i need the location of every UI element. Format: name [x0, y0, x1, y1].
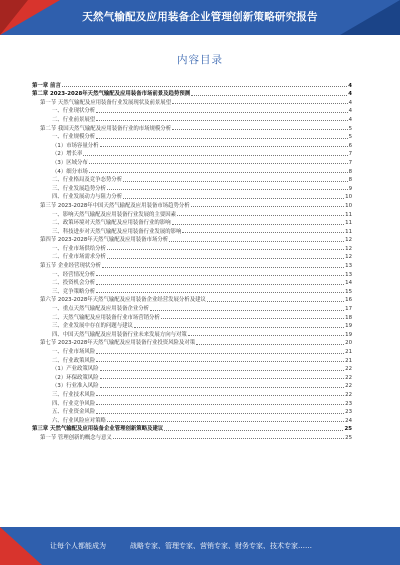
toc-section-entry[interactable] [32, 295, 352, 304]
toc-leader-dots [96, 353, 344, 354]
toc-leader-dots [191, 206, 344, 207]
toc-page-number: 11 [345, 228, 352, 235]
footer-slogan: 让每个人都能成为 [50, 542, 106, 550]
toc-leader-dots [96, 275, 344, 276]
toc-entry-label: 一、经营情况分析 [52, 271, 96, 278]
toc-subsection-entry[interactable] [32, 407, 352, 416]
toc-entry-label: 三、企业发展中存在的问题与建议 [52, 323, 133, 330]
toc-subsection-entry[interactable] [32, 132, 352, 141]
toc-section-entry[interactable] [32, 97, 352, 106]
toc-page-number: 18 [345, 314, 352, 321]
toc-subsection-entry[interactable] [32, 209, 352, 218]
toc-page-number: 5 [348, 134, 352, 141]
toc-leader-dots [150, 310, 344, 311]
toc-section-entry[interactable] [32, 260, 352, 269]
toc-leader-dots [96, 112, 347, 113]
toc-page-number: 10 [345, 194, 352, 201]
toc-leader-dots [96, 395, 344, 396]
table-of-contents [32, 80, 352, 441]
toc-subsection-entry[interactable] [32, 312, 352, 321]
toc-subsection-entry[interactable] [32, 106, 352, 115]
toc-page-number: 4 [348, 99, 352, 106]
toc-leader-dots [164, 430, 343, 431]
toc-subsection-entry[interactable] [32, 415, 352, 424]
toc-page-number: 7 [348, 151, 352, 158]
toc-entry-label: 第三节 2023-2028年中国天然气输配及应用装备市场趋势分析 [40, 202, 190, 209]
toc-leader-dots [123, 181, 347, 182]
toc-subsection-entry[interactable] [32, 321, 352, 330]
toc-subsection-entry[interactable] [32, 114, 352, 123]
toc-leader-dots [182, 232, 344, 233]
toc-entry-label: 三、竞争策略分析 [52, 288, 96, 295]
toc-entry-label: （3）行业准入风险 [52, 383, 99, 390]
toc-leader-dots [169, 241, 344, 242]
toc-entry-label: 一、影响天然气输配及应用装备行业发展的主要因素 [52, 211, 176, 218]
toc-leader-dots [96, 413, 344, 414]
toc-leader-dots [96, 361, 344, 362]
toc-entry-label: 第二章 2023-2028年天然气输配及应用装备市场前景及趋势预测 [32, 91, 191, 98]
toc-page-number: 19 [345, 331, 352, 338]
toc-leader-dots [102, 267, 344, 268]
toc-entry-label: （3）区域分布 [52, 159, 88, 166]
toc-entry-label: 二、行业前景展望 [52, 116, 96, 123]
toc-entry-label: 第一节 管理创新的概念与意义 [40, 434, 112, 441]
toc-page-number: 10 [345, 202, 352, 209]
toc-subsection-entry[interactable] [32, 381, 352, 390]
page-header-banner [0, 0, 400, 35]
toc-leader-dots [107, 249, 344, 250]
toc-page-number: 25 [344, 426, 352, 433]
toc-subsection-entry[interactable] [32, 278, 352, 287]
toc-page-number: 21 [345, 349, 352, 355]
toc-entry-label: 第四节 2023-2028年天然气输配及应用装备市场分析 [40, 237, 169, 244]
toc-leader-dots [172, 224, 345, 225]
toc-section-entry[interactable] [32, 432, 352, 441]
toc-subsection-entry[interactable] [32, 175, 352, 184]
toc-leader-dots [96, 292, 344, 293]
toc-heading: 内容目录 [177, 54, 223, 66]
toc-section-entry[interactable] [32, 338, 352, 347]
toc-subsection-entry[interactable] [32, 252, 352, 261]
toc-entry-label: 一、行业现状分析 [52, 108, 96, 115]
toc-subsection-entry[interactable] [32, 192, 352, 201]
toc-leader-dots [107, 258, 344, 259]
toc-leader-dots [100, 370, 345, 371]
toc-page-number: 4 [348, 116, 352, 123]
toc-section-entry[interactable] [32, 200, 352, 209]
toc-page-number: 7 [348, 159, 352, 166]
toc-subsection-entry[interactable] [32, 355, 352, 364]
toc-entry-label: 第三章 天然气输配及应用装备企业管理创新策略及建议 [32, 426, 164, 433]
toc-entry-label: 二、政策环境对天然气输配及应用装备行业的影响 [52, 220, 171, 227]
toc-leader-dots [100, 387, 345, 388]
toc-leader-dots [89, 163, 348, 164]
toc-leader-dots [172, 103, 347, 104]
toc-leader-dots [100, 378, 345, 379]
toc-entry-label: 四、行业竞争风险 [52, 400, 96, 407]
toc-page-number: 4 [348, 108, 352, 115]
toc-page-number: 11 [345, 211, 352, 218]
toc-leader-dots [207, 301, 344, 302]
toc-subsection-entry[interactable] [32, 140, 352, 149]
toc-entry-label: 第七节 2023-2028年天然气输配及应用装备行业投资风险及对策 [40, 340, 196, 347]
toc-page-number: 4 [348, 91, 352, 98]
toc-chapter-entry[interactable] [32, 80, 352, 89]
toc-entry-label: 一、重点天然气输配及应用装备企业分析 [52, 306, 150, 313]
toc-page-number: 21 [345, 357, 352, 364]
toc-entry-label: 四、行业发展动力与阻力分析 [52, 194, 123, 201]
toc-section-entry[interactable] [32, 123, 352, 132]
toc-entry-label: （2）环保政策风险 [52, 374, 99, 381]
toc-leader-dots [96, 404, 344, 405]
toc-page-number: 22 [345, 374, 352, 381]
toc-entry-label: 第五节 企业经营现状分析 [40, 263, 102, 270]
report-title: 天然气输配及应用装备企业管理创新策略研究报告 [82, 11, 318, 23]
toc-leader-dots [107, 421, 344, 422]
toc-page-number: 16 [345, 297, 352, 304]
toc-subsection-entry[interactable] [32, 372, 352, 381]
toc-page-number: 15 [345, 288, 352, 295]
toc-subsection-entry[interactable] [32, 157, 352, 166]
toc-leader-dots [191, 95, 347, 96]
toc-entry-label: 第一章 前言 [32, 82, 61, 89]
toc-entry-label: （2）增长率 [52, 151, 83, 158]
toc-leader-dots [123, 198, 344, 199]
toc-entry-label: 二、行业格局及竞争态势分析 [52, 177, 123, 184]
toc-leader-dots [96, 138, 347, 139]
toc-page-number: 12 [345, 245, 352, 252]
toc-leader-dots [96, 120, 347, 121]
toc-page-number: 24 [345, 417, 352, 424]
toc-page-number: 19 [345, 323, 352, 330]
toc-page-number: 22 [345, 383, 352, 390]
toc-chapter-entry[interactable] [32, 424, 352, 433]
toc-leader-dots [83, 155, 347, 156]
toc-leader-dots [100, 146, 348, 147]
toc-page-number: 17 [345, 306, 352, 313]
toc-page-number: 12 [345, 237, 352, 244]
toc-entry-label: 一、行业市场风险 [52, 349, 96, 355]
toc-page-number: 25 [345, 434, 352, 441]
toc-page-number: 11 [345, 220, 352, 227]
toc-chapter-entry[interactable] [32, 89, 352, 98]
toc-entry-label: （4）细分市场 [52, 168, 88, 175]
toc-leader-dots [89, 172, 348, 173]
toc-entry-label: 一、行业市场供给分析 [52, 245, 106, 252]
toc-entry-label: （1）产业政策风险 [52, 366, 99, 373]
toc-entry-label: 三、行业技术风险 [52, 391, 96, 398]
toc-page-number: 20 [345, 340, 352, 347]
toc-entry-label: 第二节 我国天然气输配及应用装备行业的市场规模分析 [40, 125, 172, 132]
toc-subsection-entry[interactable] [32, 243, 352, 252]
toc-leader-dots [134, 327, 344, 328]
toc-page-number: 14 [345, 280, 352, 287]
toc-page-number: 13 [345, 263, 352, 270]
toc-entry-label: 三、行业发展趋势分析 [52, 185, 106, 192]
toc-subsection-entry[interactable] [32, 286, 352, 295]
toc-page-number: 6 [348, 142, 352, 149]
toc-subsection-entry[interactable] [32, 166, 352, 175]
toc-subsection-entry[interactable] [32, 329, 352, 338]
toc-page-number: 5 [348, 125, 352, 132]
toc-page-number: 13 [345, 271, 352, 278]
toc-leader-dots [188, 335, 344, 336]
toc-leader-dots [196, 344, 344, 345]
toc-leader-dots [96, 284, 344, 285]
toc-page-number: 23 [345, 409, 352, 416]
footer-tagline: 战略专家、管理专家、营销专家、财务专家、技术专家…… [130, 542, 312, 550]
toc-subsection-entry[interactable] [32, 389, 352, 398]
toc-entry-label: 二、天然气输配及应用装备行业市场营销分析 [52, 314, 160, 321]
page-footer-banner [0, 527, 400, 565]
toc-entry-label: （1）市场容量分析 [52, 142, 99, 149]
toc-subsection-entry[interactable] [32, 269, 352, 278]
toc-page-number: 23 [345, 400, 352, 407]
toc-entry-label: 五、行业资金风险 [52, 409, 96, 416]
footer-red-accent [0, 527, 42, 565]
toc-subsection-entry[interactable] [32, 346, 352, 355]
toc-page-number: 4 [348, 82, 352, 89]
toc-subsection-entry[interactable] [32, 183, 352, 192]
toc-leader-dots [107, 189, 348, 190]
toc-subsection-entry[interactable] [32, 303, 352, 312]
toc-section-entry[interactable] [32, 235, 352, 244]
toc-page-number: 9 [348, 185, 352, 192]
toc-subsection-entry[interactable] [32, 218, 352, 227]
toc-subsection-entry[interactable] [32, 149, 352, 158]
toc-entry-label: 第一节 天然气输配及应用装备行业发展现状及前景展望 [40, 99, 172, 106]
toc-subsection-entry[interactable] [32, 398, 352, 407]
toc-leader-dots [161, 318, 344, 319]
toc-subsection-entry[interactable] [32, 364, 352, 373]
toc-entry-label: 二、投资机会分析 [52, 280, 96, 287]
toc-entry-label: 一、行业规模分析 [52, 134, 96, 141]
toc-page-number: 22 [345, 366, 352, 373]
toc-entry-label: 三、科技进步对天然气输配及应用装备行业发展的影响 [52, 228, 182, 235]
toc-subsection-entry[interactable] [32, 226, 352, 235]
toc-page-number: 22 [345, 391, 352, 398]
toc-entry-label: 第六节 2023-2028年天然气输配及应用装备企业经营发展分析及建议 [40, 297, 206, 304]
toc-entry-label: 六、行业风险应对策略 [52, 417, 106, 424]
toc-entry-label: 二、行业市场需求分析 [52, 254, 106, 261]
toc-page-number: 8 [348, 177, 352, 184]
toc-entry-label: 四、中国天然气输配及应用装备行业未来发展方向与对策 [52, 331, 187, 338]
toc-leader-dots [62, 86, 347, 87]
toc-entry-label: 二、行业政策风险 [52, 357, 96, 364]
toc-leader-dots [177, 215, 344, 216]
toc-leader-dots [113, 438, 344, 439]
toc-page-number: 8 [348, 168, 352, 175]
toc-page-number: 12 [345, 254, 352, 261]
toc-leader-dots [172, 129, 347, 130]
